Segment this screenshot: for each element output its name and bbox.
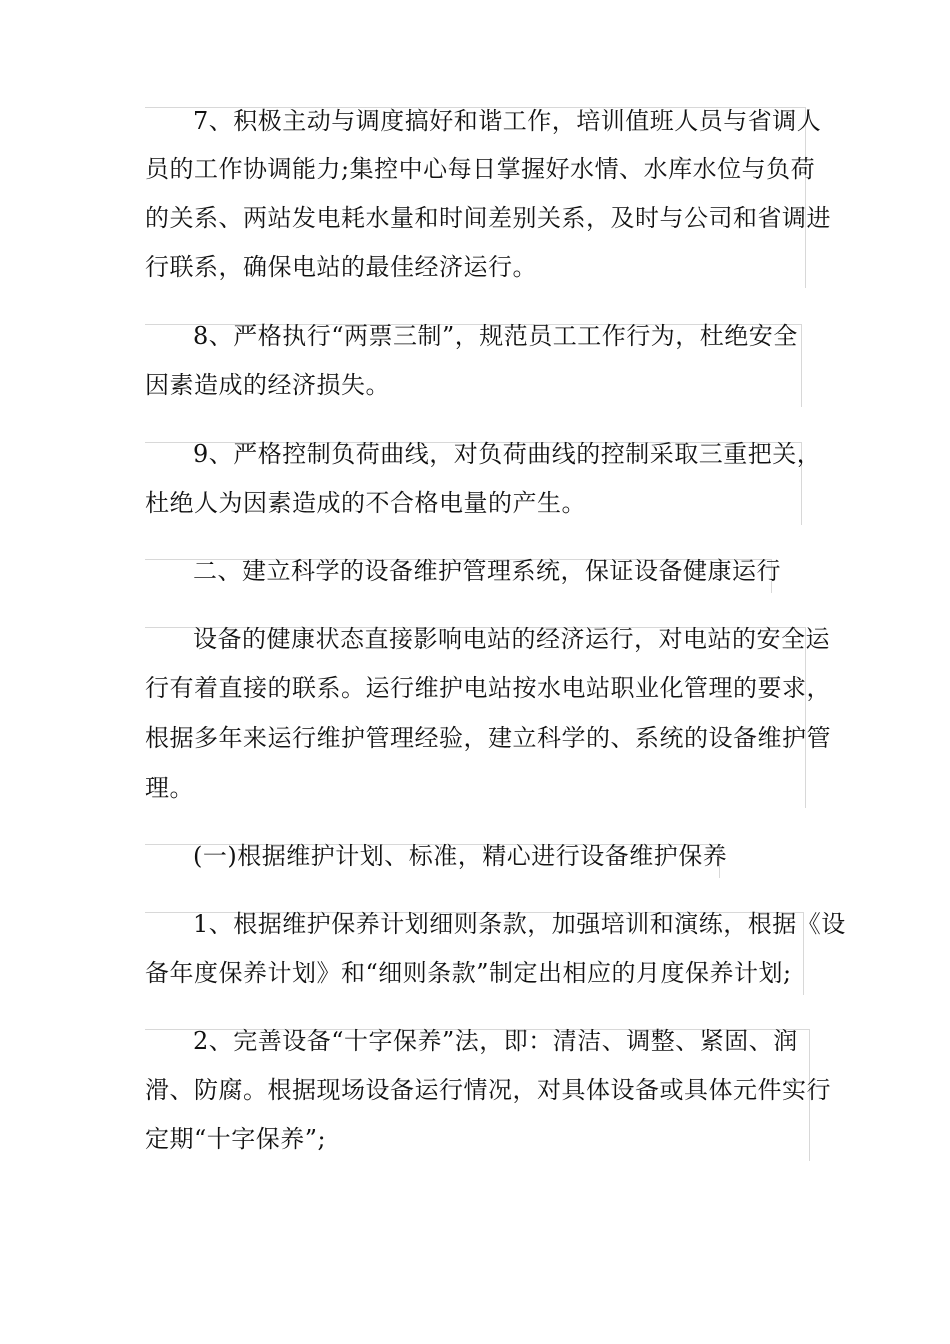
paragraph-7-line-1: 7、积极主动与调度搞好和谐工作，培训值班人员与省调人 xyxy=(193,107,822,135)
paragraph-health-line-2: 行有着直接的联系。运行维护电站按水电站职业化管理的要求， xyxy=(145,674,831,702)
paragraph-health-line-3: 根据多年来运行维护管理经验，建立科学的、系统的设备维护管 xyxy=(145,724,831,752)
paragraph-8-line-1: 8、严格执行“两票三制”，规范员工工作行为，杜绝安全 xyxy=(193,322,798,350)
item-1-line-2: 备年度保养计划》和“细则条款”制定出相应的月度保养计划; xyxy=(145,959,792,987)
paragraph-9-line-1: 9、严格控制负荷曲线，对负荷曲线的控制采取三重把关， xyxy=(193,440,822,468)
paragraph-7-line-4: 行联系，确保电站的最佳经济运行。 xyxy=(145,253,537,281)
item-1-line-1: 1、根据维护保养计划细则条款，加强培训和演练，根据《设 xyxy=(193,910,846,938)
paragraph-7-line-2: 员的工作协调能力;集控中心每日掌握好水情、水库水位与负荷 xyxy=(145,155,816,183)
item-2-line-3: 定期“十字保养”; xyxy=(145,1125,327,1153)
item-2-line-1: 2、完善设备“十字保养”法，即：清洁、调整、紧固、润 xyxy=(193,1027,798,1055)
section-heading-2: 二、建立科学的设备维护管理系统，保证设备健康运行 xyxy=(193,557,781,585)
subsection-heading-1: (一)根据维护计划、标准，精心进行设备维护保养 xyxy=(193,842,728,870)
paragraph-health-line-4: 理。 xyxy=(145,774,194,802)
paragraph-9-line-2: 杜绝人为因素造成的不合格电量的产生。 xyxy=(145,489,586,517)
paragraph-health-line-1: 设备的健康状态直接影响电站的经济运行，对电站的安全运 xyxy=(193,625,830,653)
paragraph-7-line-3: 的关系、两站发电耗水量和时间差别关系，及时与公司和省调进 xyxy=(145,204,831,232)
paragraph-8-line-2: 因素造成的经济损失。 xyxy=(145,371,390,399)
item-2-line-2: 滑、防腐。根据现场设备运行情况，对具体设备或具体元件实行 xyxy=(145,1076,831,1104)
